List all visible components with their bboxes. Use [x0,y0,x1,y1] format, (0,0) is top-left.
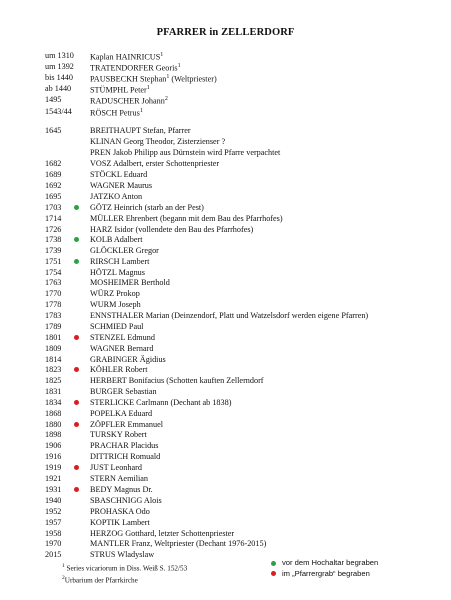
entry-year: 1692 [45,181,62,190]
footnote-ref: 1 [177,63,181,69]
entry-year: 1958 [45,529,62,538]
legend-item-green [271,558,378,569]
entry-year: 1754 [45,268,62,277]
footnote-ref: 1 [166,74,170,80]
list-item [0,484,451,495]
list-item [0,180,451,191]
entry-year: bis 1440 [45,73,73,82]
entry-name: WAGNER Maurus [90,181,153,190]
entry-name: SBASCHNIGG Alois [90,496,162,505]
red-dot-icon [74,335,79,340]
entry-name: WURM Joseph [90,300,141,309]
entry-name: SCHMIED Paul [90,322,144,331]
entry-year: 1906 [45,441,62,450]
list-item [0,94,451,105]
entry-year: 1689 [45,170,62,179]
list-item [0,277,451,288]
entry-name: JUST Leonhard [90,463,142,472]
list-item [0,213,451,224]
page-title: PFARRER in ZELLERDORF [156,27,295,38]
entry-year: 1831 [45,387,62,396]
list-item [0,191,451,202]
entry-year: 1921 [45,474,62,483]
footnote: $^1$ Series vicariorum in Diss. Weiß S. 152/53 [62,563,188,573]
green-dot-icon [271,561,276,566]
entry-year: 2015 [45,550,62,559]
entry-name: VOSZ Adalbert, erster Schottenpriester [90,159,220,168]
entry-name: KOLB Adalbert [90,235,143,244]
list-item [0,408,451,419]
list-item [0,50,451,61]
list-item [0,440,451,451]
entry-year: 1763 [45,278,62,287]
entry-year: 1789 [45,322,62,331]
entry-name: HERBERT Bonifacius (Schotten kauften Zellerndorf [90,376,264,385]
entry-name: PREN Jakob Philipp aus Dürnstein wird Pfarre verpachtet [90,148,281,157]
list-item [0,364,451,375]
entry-name: GÖTZ Heinrich (starb an der Pest) [90,203,204,212]
entry-name: RÖSCH Petrus$^1$ [90,108,143,118]
entry-year: ab 1440 [45,84,72,93]
entry-year: 1645 [45,126,62,135]
legend-label: vor dem Hochaltar begraben [282,558,379,567]
entry-name: RADUSCHER Johann$^2$ [90,96,168,106]
list-item [0,202,451,213]
list-item [0,299,451,310]
green-dot-icon [74,205,79,210]
red-dot-icon [74,465,79,470]
list-item [0,125,451,136]
entry-year: 1970 [45,539,62,548]
entry-name: KÖHLER Robert [90,365,148,374]
entry-name: STÖCKL Eduard [90,170,148,179]
red-dot-icon [271,571,276,576]
entry-name: MÜLLER Ehrenbert (begann mit dem Bau des Pfarrhofes) [90,214,283,223]
entry-name: PRACHAR Placidus [90,441,159,450]
list-item [0,386,451,397]
entry-year: 1695 [45,192,62,201]
entry-year: 1823 [45,365,62,374]
list-item [0,451,451,462]
list-item [0,549,451,560]
list-item [0,332,451,343]
list-item [0,321,451,332]
list-item [0,538,451,549]
list-item [0,517,451,528]
entry-name: WAGNER Bernard [90,344,154,353]
list-item [0,429,451,440]
entry-name: RIRSCH Lambert [90,257,150,266]
list-item [0,136,451,147]
red-dot-icon [74,422,79,427]
entry-name: JATZKO Anton [90,192,143,201]
entry-name: PAUSBECKH Stephan$^1$ (Weltpriester) [90,74,217,84]
list-item [0,375,451,386]
entry-year: 1703 [45,203,62,212]
list-item [0,147,451,158]
list-item [0,61,451,72]
entry-year: 1825 [45,376,62,385]
footnote: $^2$Urbarium der Pfarrkirche [62,574,138,585]
entry-name: PROHASKA Odo [90,507,150,516]
entry-year: um 1310 [45,51,74,60]
entry-name: MOSHEIMER Berthold [90,278,170,287]
list-item [0,234,451,245]
entry-year: 1778 [45,300,62,309]
entry-name: STRUS Wladyslaw [90,550,155,559]
entry-year: 1801 [45,333,62,342]
list-item [0,462,451,473]
entry-name: STENZEL Edmund [90,333,155,342]
red-dot-icon [74,487,79,492]
entry-name: TRATENDORFER Georis$^1$ [90,63,181,73]
entry-name: KOPTIK Lambert [90,518,150,527]
entry-year: 1952 [45,507,62,516]
list-item [0,473,451,484]
legend-label: im „Pfarrergrab“ begraben [282,568,370,578]
entry-name: BURGER Sebastian [90,387,157,396]
list-item [0,83,451,94]
red-dot-icon [74,400,79,405]
entry-name: HARZ Isidor (vollendete den Bau des Pfarrhofes) [90,225,254,234]
entry-name: ENNSTHALER Marian (Deinzendorf, Platt und Watzelsdorf werden eigene Pfarren) [90,311,369,320]
list-item [0,245,451,256]
entry-year: 1834 [45,398,62,407]
entry-name: KLINAN Georg Theodor, Zisterzienser ? [90,137,226,146]
entry-name: BREITHAUPT Stefan, Pfarrer [90,126,191,135]
entry-name: TURSKY Robert [90,430,147,439]
list-item [0,310,451,321]
entry-year: 1814 [45,355,62,364]
list-item [0,288,451,299]
entry-year: 1726 [45,225,62,234]
legend-item-red [271,569,378,580]
entry-name: STÜMPHL Peter$^1$ [90,85,150,95]
list-item [0,495,451,506]
entry-year: 1809 [45,344,62,353]
footnotes [62,562,187,586]
entry-name: STERLICKE Carlmann (Dechant ab 1838) [90,398,232,407]
footnote-ref: 1 [160,52,164,58]
entry-year: 1898 [45,430,62,439]
green-dot-icon [74,259,79,264]
red-dot-icon [74,367,79,372]
entry-year: 1940 [45,496,62,505]
entry-year: 1738 [45,235,62,244]
entry-year: 1931 [45,485,62,494]
entry-year: 1783 [45,311,62,320]
entry-name: WÜRZ Prokop [90,289,140,298]
entry-year: 1916 [45,452,62,461]
entry-name: ZÖPFLER Emmanuel [90,420,163,429]
list-item [0,397,451,408]
list-item [0,158,451,169]
entry-year: 1957 [45,518,62,527]
entry-year: 1543/44 [45,107,72,116]
entry-year: 1714 [45,214,62,223]
entry-name: MANTLER Franz, Weltpriester (Dechant 1976-2015) [90,539,267,548]
entry-year: um 1392 [45,62,74,71]
entry-name: GLÖCKLER Gregor [90,246,159,255]
footnote-ref: 2 [164,96,168,102]
entry-year: 1682 [45,159,62,168]
entry-year: 1880 [45,420,62,429]
entry-year: 1495 [45,95,62,104]
entry-year: 1919 [45,463,62,472]
entry-year: 1868 [45,409,62,418]
entry-name: HÖTZL Magnus [90,268,145,277]
entry-name: BEDY Magnus Dr. [90,485,153,494]
legend [271,558,378,579]
entry-name: POPELKA Eduard [90,409,153,418]
list-item [0,72,451,83]
list-item [0,106,451,117]
list-item [0,256,451,267]
entry-name: DITTRICH Romuald [90,452,161,461]
entry-year: 1751 [45,257,62,266]
footnote-ref: 1 [146,85,150,91]
green-dot-icon [74,237,79,242]
entry-name: GRABINGER Ägidius [90,355,166,364]
list-item [0,169,451,180]
entry-year: 1739 [45,246,62,255]
entry-name: HERZOG Gotthard, letzter Schottenpriester [90,529,235,538]
footnote-ref: 1 [139,108,143,114]
list-item [0,343,451,354]
entry-name: STERN Aemilian [90,474,148,483]
entry-year: 1770 [45,289,62,298]
entry-name: Kaplan HAINRICUS$^1$ [90,52,164,62]
list-item [0,506,451,517]
